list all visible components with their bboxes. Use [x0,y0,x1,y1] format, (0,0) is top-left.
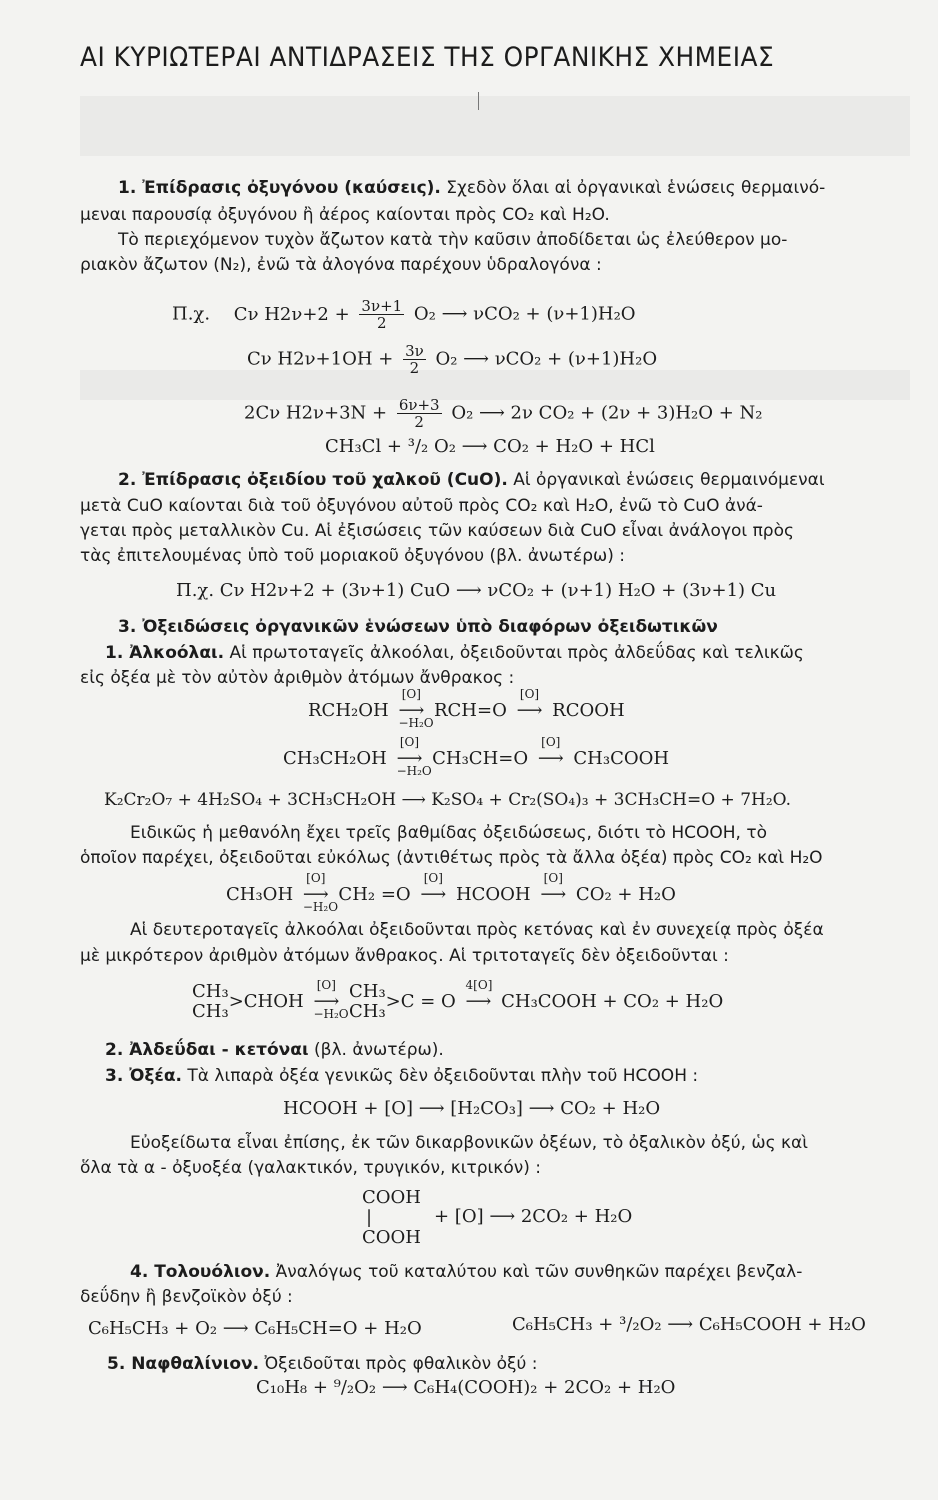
equation-term: CH₃ [192,981,229,1002]
arrow-label: −H₂O [302,900,339,914]
arrow-label: 4[O] [465,978,493,992]
reaction-arrow: [O] ⟶ [516,687,543,721]
equation: HCOOH + [O] ⟶ [H₂CO₃] ⟶ CO₂ + H₂O [283,1098,661,1119]
subsection-line: εἰς ὀξέα μὲ τὸν αὐτὸν ἀριθμὸν ἀτόμων ἄνθρακος : [80,668,515,688]
arrow-label: [O] [543,871,563,885]
section-4-line: δεΰδην ἢ βενζοϊκὸν ὀξύ : [80,1287,293,1307]
reaction-arrow: [O] ⟶ −H₂O [313,978,349,1021]
section-2-line: τὰς ἐπιτελουμένας ὑπὸ τοῦ μοριακοῦ ὀξυγόνου (βλ. ἀνωτέρω) : [80,546,626,566]
equation-right: O₂ ⟶ 2ν CO₂ + (2ν + 3)H₂O + N₂ [451,402,763,424]
section-1-heading: 1. Ἐπίδρασις ὀξυγόνου (καύσεις). [118,178,441,198]
equation [172,298,636,331]
equation-right: O₂ ⟶ νCO₂ + (ν+1)H₂O [413,303,636,325]
bleed-through [80,96,910,156]
equation-term: CH₃ [192,1001,229,1022]
equation-term: RCH=O [433,700,507,721]
equation: C₆H₅CH₃ + O₂ ⟶ C₆H₅CH=O + H₂O [88,1318,422,1339]
equation: Π.χ. Cν H2ν+2 + (3ν+1) CuO ⟶ νCO₂ + (ν+1) H₂O + (3ν+1) Cu [176,580,777,601]
fraction-numerator: 3ν+1 [361,297,403,315]
secondary-alcohols-line: μὲ μικρότερον ἀριθμὸν ἀτόμων ἄνθρακος. Αἱ τριτοταγεῖς δὲν ὀξειδοῦνται : [80,946,729,966]
section-4-para [130,1262,802,1282]
page-title: ΑΙ ΚΥΡΙΩΤΕΡΑΙ ΑΝΤΙΔΡΑΣΕΙΣ ΤΗΣ ΟΡΓΑΝΙΚΗΣ ΧΗΜΕΙΑΣ [80,42,775,73]
fraction-denominator: 2 [414,413,424,431]
subsection-line: ὅλα τὰ α - ὀξυοξέα (γαλακτικόν, τρυγικόν, κιτρικόν) : [80,1158,541,1178]
reaction-arrow: [O] ⟶ [537,735,564,769]
equation-term: >C = O [385,991,456,1012]
equation [283,735,670,778]
section-1-line: Τὸ περιεχόμενον τυχὸν ἄζωτον κατὰ τὴν καῦσιν ἀποδίδεται ὡς ἐλεύθερον μο- [118,230,788,250]
section-1-line: ριακὸν ἄζωτον (N₂), ἐνῶ τὰ ἀλογόνα παρέχουν ὑδραλογόνα : [80,255,602,275]
subsection-alcohols-heading: 1. Ἀλκοόλαι. [105,643,225,663]
equation-term: >CHOH [228,991,304,1012]
reaction-arrow: 4[O] ⟶ [465,978,493,1012]
section-3-heading: 3. Ὀξειδώσεις ὀργανικῶν ἑνώσεων ὑπὸ διαφόρων ὀξειδωτικῶν [118,617,718,637]
section-4-line: Ἀναλόγως τοῦ καταλύτου καὶ τῶν συνθηκῶν παρέχει βενζαλ- [275,1262,803,1282]
arrow-label: [O] [423,871,443,885]
subsection-acids [105,1066,698,1086]
fraction [403,343,426,376]
reaction-arrow: [O] ⟶ −H₂O [396,735,432,778]
substituent-stack [192,982,229,1022]
equation: C₁₀H₈ + ⁹/₂O₂ ⟶ C₆H₄(COOH)₂ + 2CO₂ + H₂O [256,1377,676,1398]
subsection-aldehydes-heading: 2. Ἀλδεΰδαι - κετόναι [105,1040,309,1060]
reaction-arrow: [O] ⟶ [540,871,567,905]
equation-term: RCH₂OH [308,700,389,721]
section-1-para [118,178,825,198]
equation-term: CH₃CH=O [432,748,529,769]
arrow-label: [O] [306,871,326,885]
equation-term: HCOOH [455,884,531,905]
arrow-label: [O] [401,687,421,701]
equation-term: CH₂ =O [338,884,411,905]
subsection-line: Τὰ λιπαρὰ ὀξέα γενικῶς δὲν ὀξειδοῦνται πλὴν τοῦ HCOOH : [187,1066,699,1086]
equation-left: 2Cν H2ν+3N + [244,402,388,424]
equation-term: CH₃CH₂OH [283,748,387,769]
section-2-para [118,470,825,490]
oxalic-structure [362,1188,421,1248]
equation: K₂Cr₂O₇ + 4H₂SO₄ + 3CH₃CH₂OH ⟶ K₂SO₄ + Cr₂(SO₄)₃ + 3CH₃CH=O + 7H₂O. [104,790,791,810]
section-1-line: Σχεδὸν ὅλαι αἱ ὀργανικαὶ ἑνώσεις θερμαινό- [446,178,826,198]
equation-term: CH₃COOH + CO₂ + H₂O [501,991,724,1012]
section-5-heading: 5. Ναφθαλίνιον. [107,1354,260,1374]
equation-term: CO₂ + H₂O [575,884,676,905]
arrow-label: [O] [519,687,540,701]
arrow-label: [O] [316,978,336,992]
equation [247,343,657,376]
arrow-label: −H₂O [398,716,434,730]
equation: CH₃Cl + ³/₂ O₂ ⟶ CO₂ + H₂O + HCl [325,436,655,457]
subsection-line: Εὐοξείδωτα εἶναι ἐπίσης, ἐκ τῶν δικαρβονικῶν ὀξέων, τὸ ὀξαλικὸν ὀξύ, ὡς καὶ [130,1133,808,1153]
equation [308,687,625,730]
subsection-aldehydes [105,1040,444,1060]
example-label: Π.χ. [172,303,211,325]
subsection-line: (βλ. ἀνωτέρω). [313,1040,444,1060]
equation-right: O₂ ⟶ νCO₂ + (ν+1)H₂O [435,348,658,370]
bond-line: | [366,1207,373,1228]
section-1-line: μεναι παρουσίᾳ ὀξυγόνου ἢ ἀέρος καίονται πρὸς CO₂ καὶ H₂O. [80,205,610,225]
equation-term: CH₃ [348,981,386,1002]
section-2-line: Αἱ ὀργανικαὶ ἑνώσεις θερμαινόμεναι [513,470,825,490]
secondary-alcohols-line: Αἱ δευτεροταγεῖς ἀλκοόλαι ὀξειδοῦνται πρὸς κετόνας καὶ ἐν συνεχείᾳ πρὸς ὀξέα [130,920,824,940]
arrow-label: [O] [541,735,561,749]
arrow-label: −H₂O [313,1007,349,1021]
fraction-denominator: 2 [377,314,387,332]
substituent-stack [349,982,386,1022]
equation: C₆H₅CH₃ + ³/₂O₂ ⟶ C₆H₅COOH + H₂O [512,1314,866,1335]
margin-mark [478,92,479,110]
section-2-line: μετὰ CuO καίονται διὰ τοῦ ὀξυγόνου αὐτοῦ πρὸς CO₂ καὶ H₂O, ἐνῶ τὸ CuO ἀνά- [80,496,763,516]
fraction [397,397,442,430]
reaction-arrow: [O] ⟶ −H₂O [302,871,339,914]
equation-left: Cν H2ν+2 + [233,303,350,325]
reaction-arrow: [O] ⟶ [420,871,447,905]
section-2-heading: 2. Ἐπίδρασις ὀξειδίου τοῦ χαλκοῦ (CuO). [118,470,508,490]
section-5-para [107,1354,537,1374]
fraction-numerator: 6ν+3 [398,396,440,414]
arrow-label: [O] [399,735,420,749]
section-2-line: γεται πρὸς μεταλλικὸν Cu. Αἱ ἐξισώσεις τῶν καύσεων διὰ CuO εἶναι ἀνάλογοι πρὸς [80,521,794,541]
equation-term: CH₃ [348,1001,386,1022]
fraction-numerator: 3ν [405,342,424,360]
fraction-denominator: 2 [409,359,420,377]
equation [244,397,763,430]
subsection-line: Αἱ πρωτοταγεῖς ἀλκοόλαι, ὀξειδοῦνται πρὸς ἀλδεΰδας καὶ τελικῶς [229,643,804,663]
section-4-heading: 4. Τολουόλιον. [130,1262,271,1282]
reaction-arrow: [O] ⟶ −H₂O [398,687,434,730]
equation-term: CH₃COOH [573,748,670,769]
arrow-label: −H₂O [396,764,432,778]
equation-left: Cν H2ν+1OH + [247,348,394,370]
subsection-alcohols-para [105,643,804,663]
equation-term: COOH [362,1227,421,1248]
section-5-line: Ὀξειδοῦται πρὸς φθαλικὸν ὀξύ : [264,1354,538,1374]
fraction [359,298,404,331]
equation-term: CH₃OH [226,884,294,905]
equation-term: RCOOH [552,700,625,721]
methanol-line: Ειδικῶς ἡ μεθανόλη ἔχει τρεῖς βαθμίδας ὀξειδώσεως, διότι τὸ HCOOH, τὸ [130,823,767,843]
equation [192,978,724,1022]
equation [226,871,676,914]
equation: + [O] ⟶ 2CO₂ + H₂O [434,1206,633,1227]
subsection-acids-heading: 3. Ὀξέα. [105,1066,183,1086]
methanol-line: ὁποῖον παρέχει, ὀξειδοῦται εὐκόλως (ἀντιθέτως πρὸς τὰ ἄλλα ὀξέα) πρὸς CO₂ καὶ H₂O [80,848,823,868]
equation-term: COOH [362,1187,421,1208]
